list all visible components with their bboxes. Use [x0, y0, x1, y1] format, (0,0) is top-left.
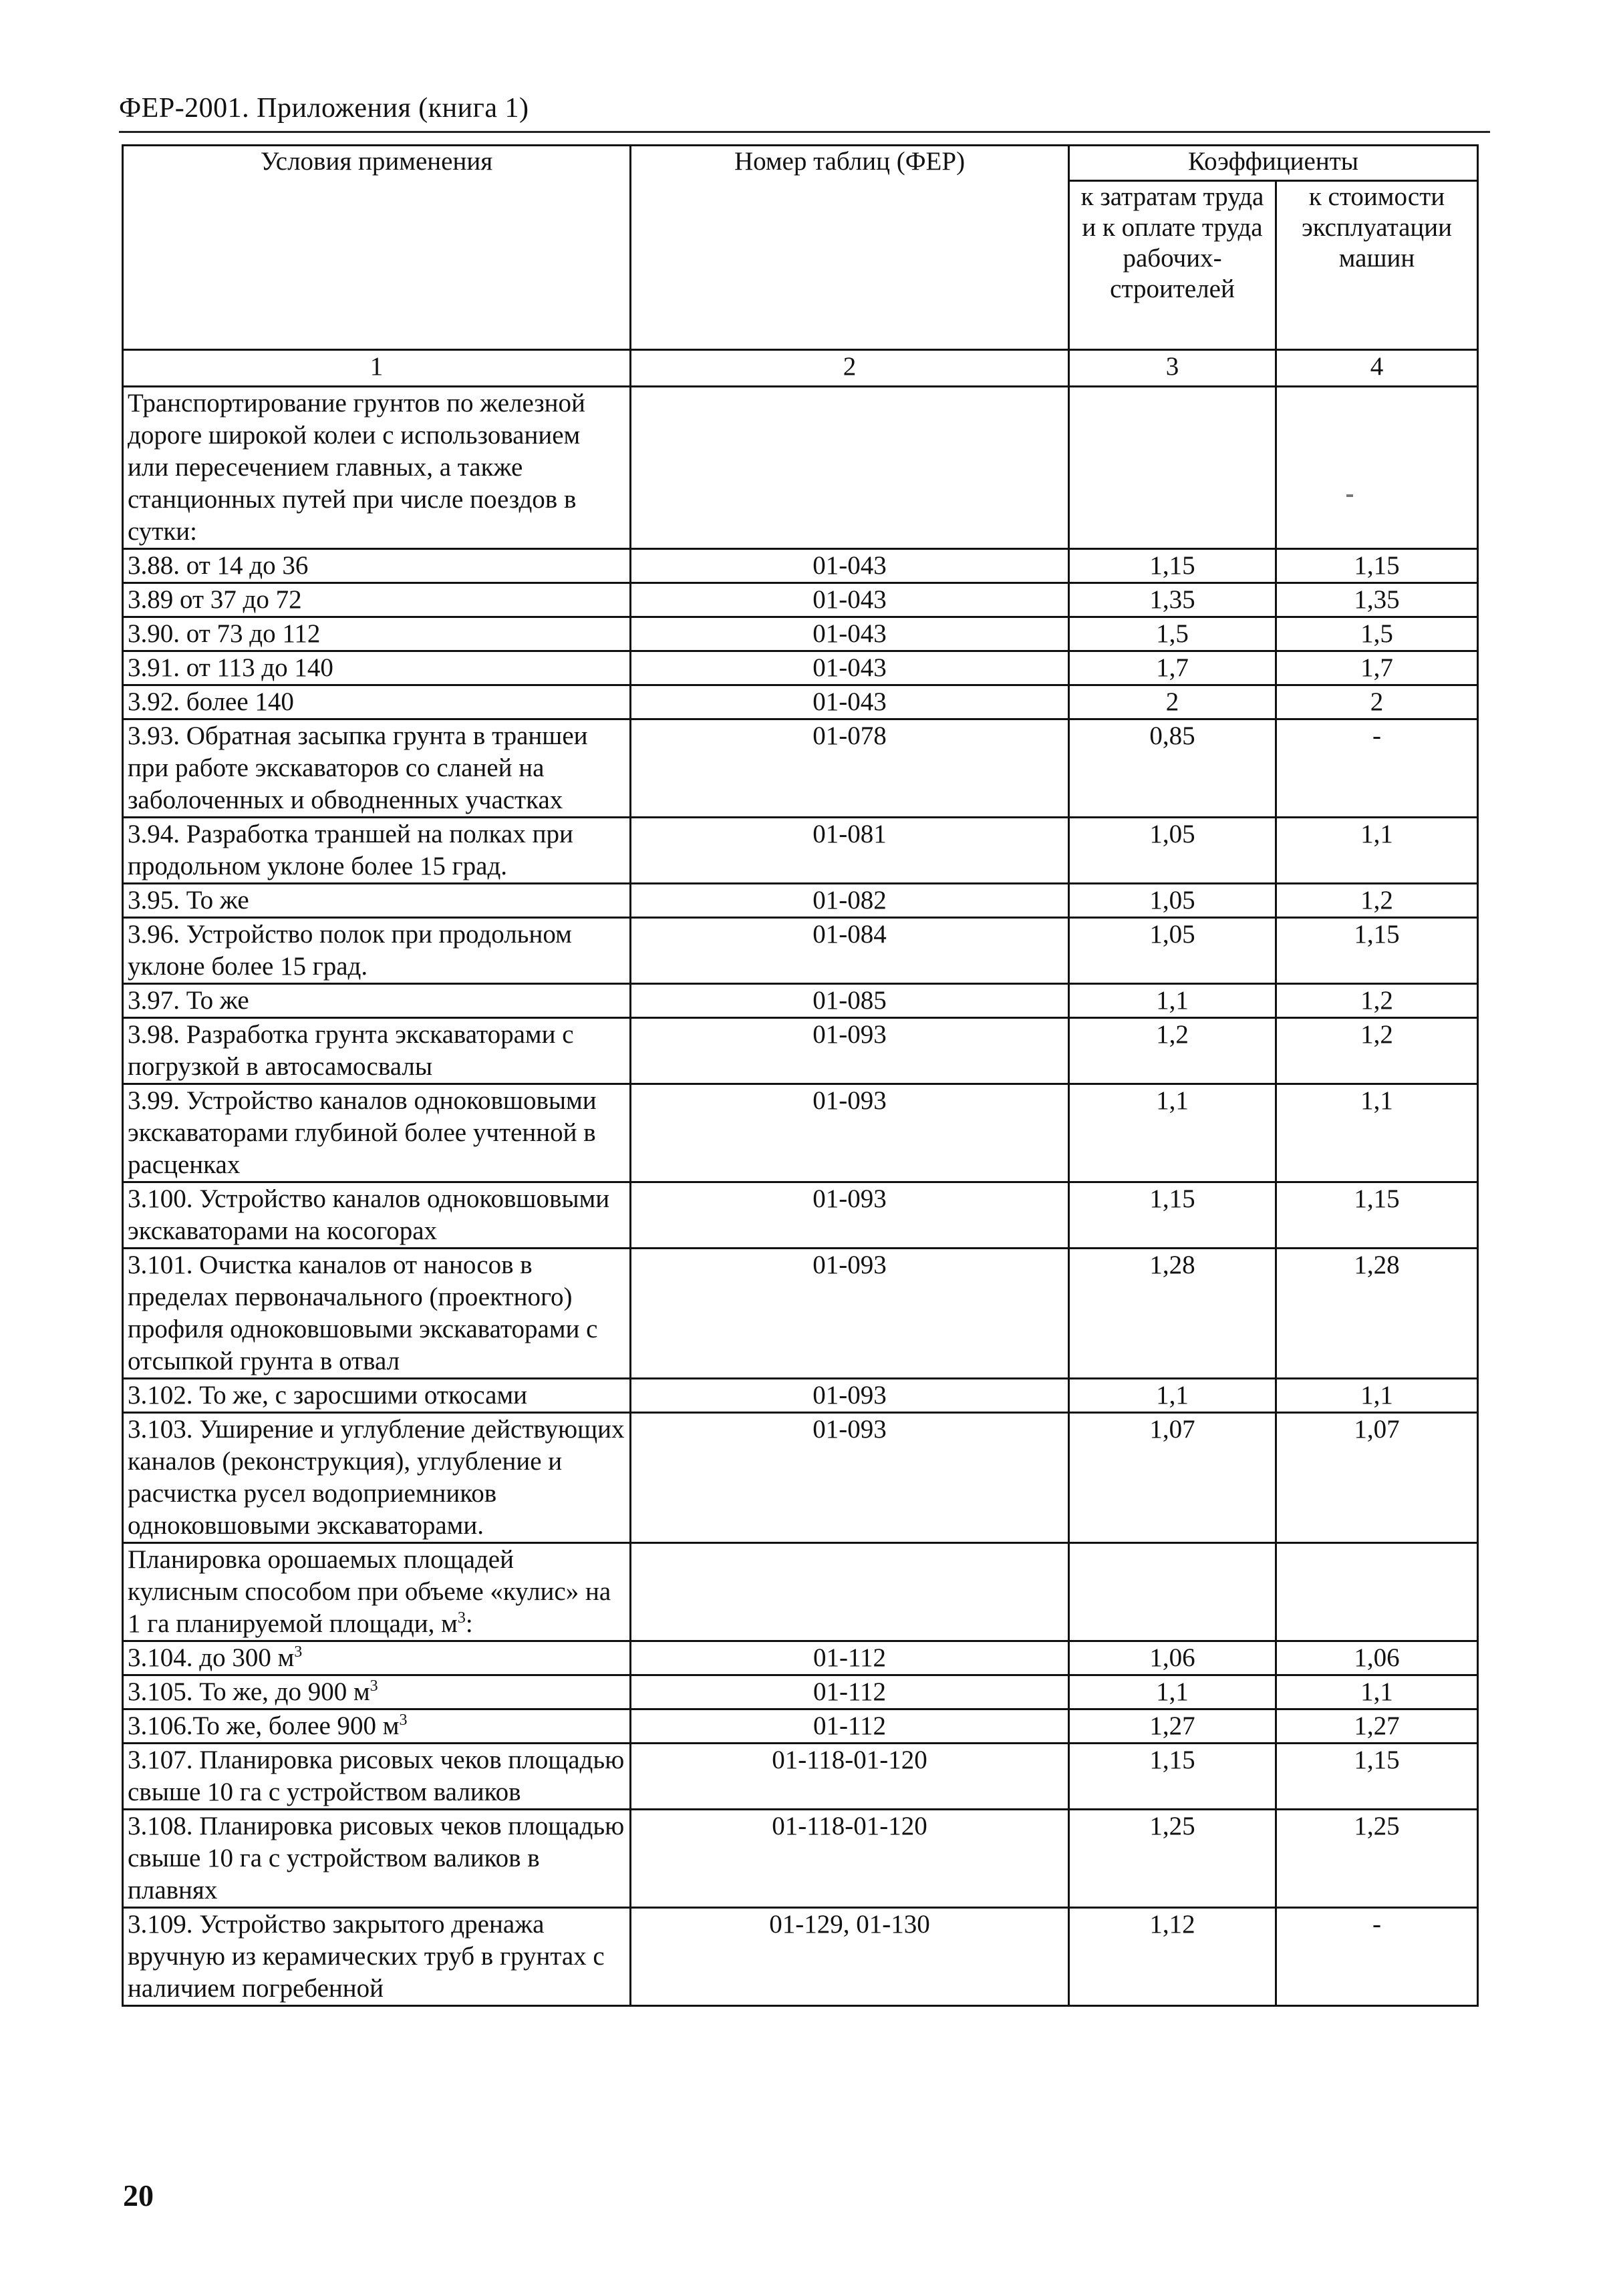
labor-coefficient-cell: 1,1 — [1069, 984, 1276, 1018]
condition-text: 3.94. Разработка траншей на полках при продольном уклоне более 15 град. — [128, 820, 573, 880]
table-number-cell: 01-093 — [631, 1413, 1069, 1543]
superscript: 3 — [370, 1677, 378, 1695]
labor-coefficient-cell: 1,5 — [1069, 617, 1276, 651]
column-number: 4 — [1276, 350, 1478, 387]
table-number-cell: 01-043 — [631, 685, 1069, 719]
condition-text: 3.93. Обратная засыпка грунта в траншеи при работе экскаваторов со сланей на заболоченных и обводненных участках — [128, 721, 588, 814]
condition-text: 3.98. Разработка грунта экскаваторами с погрузкой в автосамосвалы — [128, 1020, 574, 1081]
labor-coefficient-cell: 1,06 — [1069, 1641, 1276, 1675]
condition-text: 3.90. от 73 до 112 — [128, 619, 321, 648]
labor-coefficient-cell — [1069, 1543, 1276, 1641]
machine-coefficient-cell: 1,15 — [1276, 1744, 1478, 1810]
condition-text: 3.109. Устройство закрытого дренажа вручную из керамических труб в грунтах с наличием погребенной — [128, 1910, 605, 2003]
column-header-machines: к стоимости эксплуатации машин — [1276, 181, 1478, 350]
table-row — [123, 818, 1478, 884]
table-row — [123, 1543, 1478, 1641]
condition-text: 3.96. Устройство полок при продольном уклоне более 15 град. — [128, 920, 572, 981]
table-number-cell: 01-043 — [631, 549, 1069, 583]
labor-coefficient-cell: 1,35 — [1069, 583, 1276, 617]
column-header-labor: к затратам труда и к оплате труда рабочих-строителей — [1069, 181, 1276, 350]
table-row — [123, 685, 1478, 719]
machine-coefficient-cell: 1,15 — [1276, 918, 1478, 984]
condition-text: 3.106.То же, более 900 м — [128, 1711, 400, 1740]
condition-cell — [123, 1810, 631, 1908]
condition-text: Транспортирование грунтов по железной дороге широкой колеи с использованием или пересечением главных, а также станционных путей при числе поездов в сутки: — [128, 389, 585, 546]
condition-cell — [123, 1744, 631, 1810]
condition-text: 3.88. от 14 до 36 — [128, 551, 309, 580]
labor-coefficient-cell: 1,1 — [1069, 1675, 1276, 1709]
table-row — [123, 984, 1478, 1018]
table-number-cell: 01-093 — [631, 1018, 1069, 1084]
condition-cell — [123, 1709, 631, 1744]
labor-coefficient-cell: 1,05 — [1069, 918, 1276, 984]
table-number-cell: 01-084 — [631, 918, 1069, 984]
column-number: 2 — [631, 350, 1069, 387]
superscript: 3 — [294, 1643, 303, 1661]
table-number-cell: 01-043 — [631, 617, 1069, 651]
condition-cell — [123, 1018, 631, 1084]
header-divider — [119, 131, 1490, 133]
labor-coefficient-cell: 1,25 — [1069, 1810, 1276, 1908]
labor-coefficient-cell: 1,15 — [1069, 549, 1276, 583]
labor-coefficient-cell: 1,05 — [1069, 884, 1276, 918]
labor-coefficient-cell: 1,28 — [1069, 1249, 1276, 1379]
labor-coefficient-cell: 1,07 — [1069, 1413, 1276, 1543]
table-row — [123, 1379, 1478, 1413]
condition-text: 3.97. То же — [128, 986, 249, 1015]
condition-text: 3.99. Устройство каналов одноковшовыми экскаваторами глубиной более учтенной в расценках — [128, 1086, 597, 1179]
table-row — [123, 1675, 1478, 1709]
machine-coefficient-cell: 1,7 — [1276, 651, 1478, 685]
condition-cell — [123, 1182, 631, 1249]
condition-cell — [123, 1543, 631, 1641]
machine-coefficient-cell: 1,35 — [1276, 583, 1478, 617]
machine-coefficient-cell: 1,2 — [1276, 984, 1478, 1018]
labor-coefficient-cell — [1069, 387, 1276, 549]
labor-coefficient-cell: 1,15 — [1069, 1182, 1276, 1249]
condition-cell — [123, 1084, 631, 1182]
condition-text: Планировка орошаемых площадей кулисным способом при объеме «кулис» на 1 га планируемой площади, м — [128, 1545, 611, 1638]
condition-cell — [123, 387, 631, 549]
condition-cell — [123, 1908, 631, 2006]
table-number-cell: 01-112 — [631, 1675, 1069, 1709]
machine-coefficient-cell: 1,15 — [1276, 549, 1478, 583]
table-row — [123, 1018, 1478, 1084]
condition-text: 3.103. Уширение и углубление действующих каналов (реконструкция), углубление и расчистка русел водоприемников одноковшовыми экскаваторами. — [128, 1415, 625, 1540]
condition-text: 3.107. Планировка рисовых чеков площадью свыше 10 га с устройством валиков — [128, 1746, 625, 1806]
table-row — [123, 1709, 1478, 1744]
machine-coefficient-cell: 1,06 — [1276, 1641, 1478, 1675]
table-row — [123, 1908, 1478, 2006]
column-header-table-number: Номер таблиц (ФЕР) — [631, 146, 1069, 350]
table-row — [123, 1249, 1478, 1379]
condition-text: 3.101. Очистка каналов от наносов в пределах первоначального (проектного) профиля одноковшовыми экскаваторами с отсыпкой грунта в отвал — [128, 1251, 598, 1375]
table-number-cell: 01-118-01-120 — [631, 1744, 1069, 1810]
labor-coefficient-cell: 2 — [1069, 685, 1276, 719]
table-number-cell: 01-112 — [631, 1641, 1069, 1675]
condition-text: 3.95. То же — [128, 886, 249, 915]
machine-coefficient-cell: 1,1 — [1276, 818, 1478, 884]
machine-coefficient-cell: 1,07 — [1276, 1413, 1478, 1543]
table-row — [123, 651, 1478, 685]
labor-coefficient-cell: 1,05 — [1069, 818, 1276, 884]
labor-coefficient-cell: 1,7 — [1069, 651, 1276, 685]
table-number-cell: 01-093 — [631, 1249, 1069, 1379]
table-row — [123, 1413, 1478, 1543]
table-number-cell: 01-118-01-120 — [631, 1810, 1069, 1908]
table-row — [123, 1810, 1478, 1908]
table-number-cell: 01-082 — [631, 884, 1069, 918]
condition-text: 3.91. от 113 до 140 — [128, 653, 333, 682]
machine-coefficient-cell: 1,1 — [1276, 1084, 1478, 1182]
condition-text: 3.92. более 140 — [128, 687, 294, 716]
condition-text: 3.102. То же, с заросшими откосами — [128, 1381, 528, 1410]
table-row — [123, 387, 1478, 549]
condition-cell — [123, 1641, 631, 1675]
condition-cell — [123, 918, 631, 984]
condition-text: 3.105. То же, до 900 м — [128, 1677, 370, 1706]
table-row — [123, 918, 1478, 984]
condition-cell — [123, 583, 631, 617]
condition-cell — [123, 818, 631, 884]
machine-coefficient-cell: - — [1276, 1908, 1478, 2006]
condition-text: 3.100. Устройство каналов одноковшовыми экскаваторами на косогорах — [128, 1184, 610, 1245]
running-header: ФЕР-2001. Приложения (книга 1) — [119, 93, 529, 124]
table-row — [123, 583, 1478, 617]
table-number-cell: 01-112 — [631, 1709, 1069, 1744]
condition-cell — [123, 1675, 631, 1709]
condition-cell — [123, 884, 631, 918]
machine-coefficient-cell: 1,1 — [1276, 1675, 1478, 1709]
table-number-cell: 01-043 — [631, 583, 1069, 617]
labor-coefficient-cell: 1,15 — [1069, 1744, 1276, 1810]
table-number-cell: 01-093 — [631, 1182, 1069, 1249]
table-row — [123, 1744, 1478, 1810]
condition-cell — [123, 651, 631, 685]
table-row — [123, 617, 1478, 651]
table-number-cell: 01-129, 01-130 — [631, 1908, 1069, 2006]
table-row — [123, 719, 1478, 818]
machine-coefficient-cell: - — [1276, 719, 1478, 818]
table-number-cell — [631, 1543, 1069, 1641]
table-number-cell — [631, 387, 1069, 549]
condition-text: 3.104. до 300 м — [128, 1643, 295, 1672]
condition-cell — [123, 1413, 631, 1543]
machine-coefficient-cell: 1,28 — [1276, 1249, 1478, 1379]
table-number-cell: 01-093 — [631, 1379, 1069, 1413]
condition-cell — [123, 1249, 631, 1379]
table-number-cell: 01-085 — [631, 984, 1069, 1018]
machine-coefficient-cell: 1,5 — [1276, 617, 1478, 651]
labor-coefficient-cell: 1,12 — [1069, 1908, 1276, 2006]
column-number: 3 — [1069, 350, 1276, 387]
machine-coefficient-cell: 1,1 — [1276, 1379, 1478, 1413]
table-number-cell: 01-081 — [631, 818, 1069, 884]
scan-mark — [1346, 494, 1353, 497]
page-number: 20 — [123, 2178, 154, 2212]
machine-coefficient-cell: 2 — [1276, 685, 1478, 719]
condition-text: 3.108. Планировка рисовых чеков площадью свыше 10 га с устройством валиков в плавнях — [128, 1812, 625, 1905]
column-number: 1 — [123, 350, 631, 387]
machine-coefficient-cell: 1,15 — [1276, 1182, 1478, 1249]
superscript: 3 — [457, 1609, 466, 1627]
table-row — [123, 1182, 1478, 1249]
machine-coefficient-cell — [1276, 1543, 1478, 1641]
condition-cell — [123, 549, 631, 583]
condition-cell — [123, 617, 631, 651]
condition-cell — [123, 685, 631, 719]
superscript: 3 — [399, 1711, 408, 1729]
condition-cell — [123, 719, 631, 818]
labor-coefficient-cell: 1,27 — [1069, 1709, 1276, 1744]
machine-coefficient-cell — [1276, 387, 1478, 549]
column-header-coefficients: Коэффициенты — [1069, 146, 1478, 181]
labor-coefficient-cell: 1,1 — [1069, 1379, 1276, 1413]
table-number-cell: 01-078 — [631, 719, 1069, 818]
table-row — [123, 1084, 1478, 1182]
machine-coefficient-cell: 1,25 — [1276, 1810, 1478, 1908]
labor-coefficient-cell: 1,2 — [1069, 1018, 1276, 1084]
condition-cell — [123, 984, 631, 1018]
machine-coefficient-cell: 1,2 — [1276, 1018, 1478, 1084]
labor-coefficient-cell: 0,85 — [1069, 719, 1276, 818]
condition-text: 3.89 от 37 до 72 — [128, 585, 302, 614]
coefficients-table — [122, 144, 1479, 2007]
machine-coefficient-cell: 1,27 — [1276, 1709, 1478, 1744]
condition-cell — [123, 1379, 631, 1413]
machine-coefficient-cell: 1,2 — [1276, 884, 1478, 918]
table-row — [123, 549, 1478, 583]
condition-tail: : — [465, 1609, 473, 1638]
column-header-conditions: Условия применения — [123, 146, 631, 350]
table-row — [123, 1641, 1478, 1675]
labor-coefficient-cell: 1,1 — [1069, 1084, 1276, 1182]
table-number-cell: 01-093 — [631, 1084, 1069, 1182]
table-row — [123, 884, 1478, 918]
table-number-cell: 01-043 — [631, 651, 1069, 685]
